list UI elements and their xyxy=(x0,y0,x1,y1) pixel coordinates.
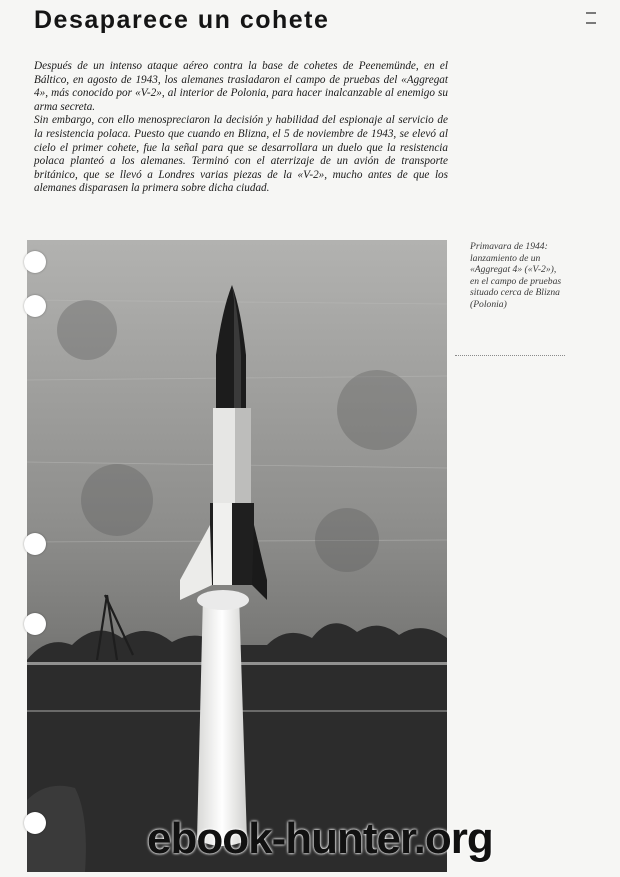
caption-line: «Aggregat 4» («V-2»), xyxy=(470,264,557,276)
binder-hole xyxy=(24,812,46,834)
paragraph-intro: Después de un intenso ataque aéreo contra la base de cohetes de Peenemünde, en el Báltico, en agosto de 1943, los alemanes trasladaron el campo de pruebas del «Aggregat 4», más conocido por «V-2», al interior de Polonia, para hacer inalcanzable al enemigo su arma secreta. xyxy=(34,60,448,113)
binder-hole xyxy=(24,613,46,635)
margin-mark xyxy=(586,12,596,24)
watermark-text: ebook-hunter.org xyxy=(147,814,493,863)
page-title: Desaparece un cohete xyxy=(34,6,330,34)
caption-line: en el campo de pruebas xyxy=(470,275,562,287)
paragraph-resistance: Sin embargo, con ello menospreciaron la decisión y habilidad del espionaje al servicio de la resistencia polaca. Puesto que cuando en Blizna, el 5 de noviembre de 1943, se elevó al cielo el primer cohete, fue la señal para que se desarrollara un duelo que la resistencia polaca planteó a los alemanes. Terminó con el aterrizaje de un avión de transporte británico, que se llevó a Londres varias piezas de la «V-2», mucho antes de que los alemanes disparasen la primera sobre dicha ciudad. xyxy=(34,114,448,195)
article-body xyxy=(34,60,448,196)
binder-hole xyxy=(24,295,46,317)
caption-line: (Polonia) xyxy=(470,298,507,310)
binder-hole xyxy=(24,533,46,555)
caption-line: situado cerca de Blizna xyxy=(470,287,560,299)
caption-line: Primavara de 1944: xyxy=(470,241,548,252)
binder-hole xyxy=(24,251,46,273)
caption-divider xyxy=(455,355,565,356)
caption-line: lanzamiento de un xyxy=(470,252,541,264)
photo-caption xyxy=(470,241,595,311)
rocket-launch-photo xyxy=(27,240,447,872)
